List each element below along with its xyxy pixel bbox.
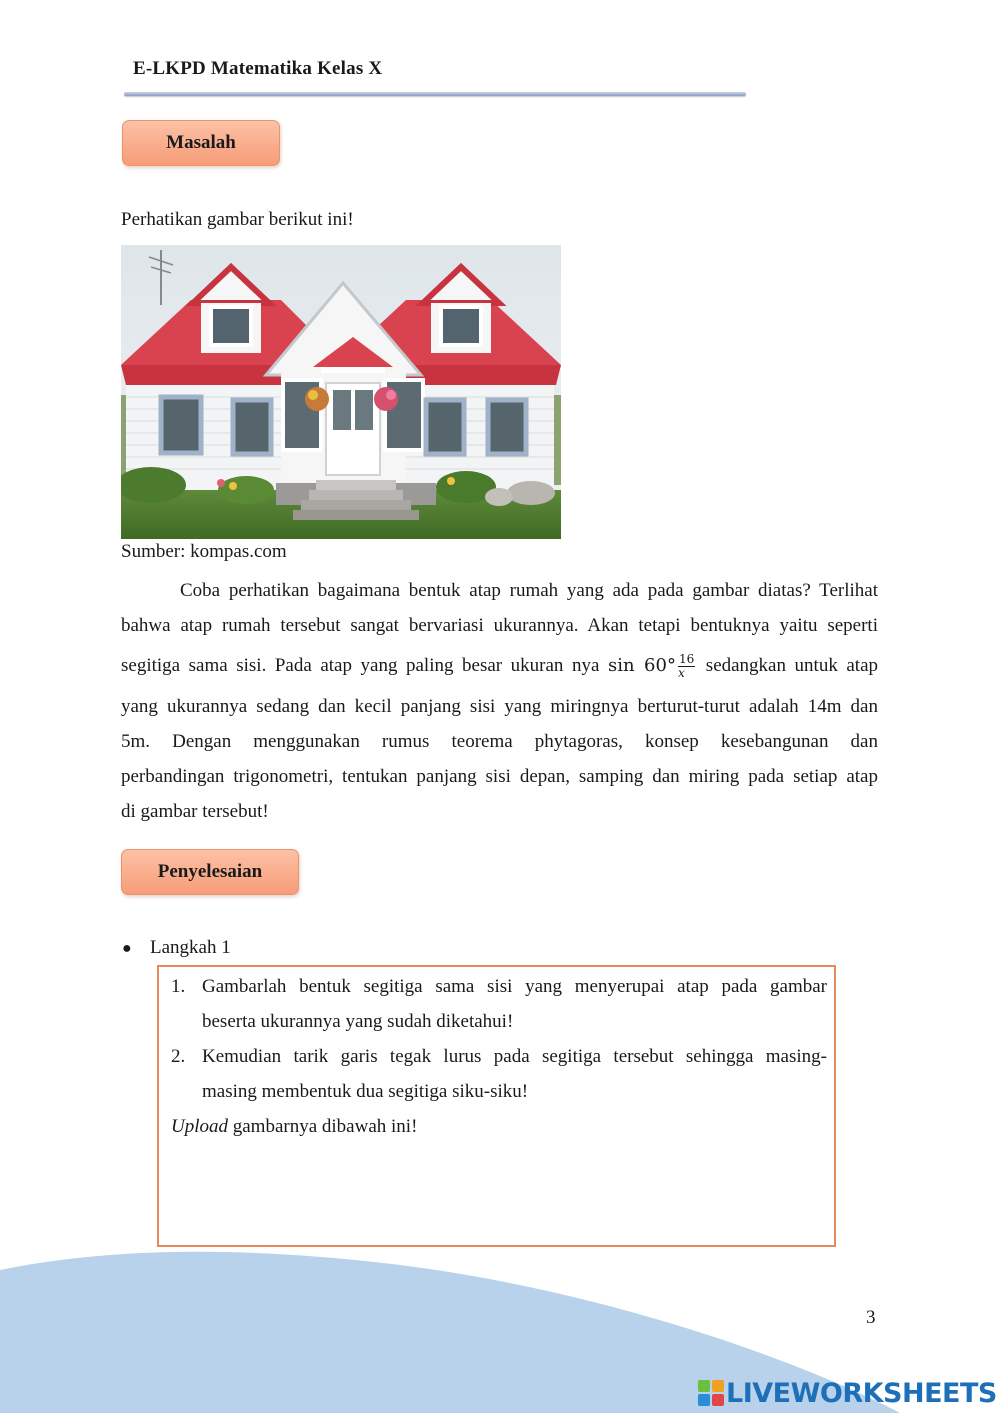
penyelesaian-label: Penyelesaian: [121, 849, 299, 895]
sin-expression: sin 60°: [607, 655, 676, 676]
paragraph-line-tail: sedangkan untuk atap: [705, 655, 879, 676]
paragraph-line: 5m. Dengan menggunakan rumus teorema phytagoras, konsep kesebangunan dan: [121, 731, 878, 752]
header-divider: [124, 92, 746, 96]
paragraph-line: di gambar tersebut!: [121, 801, 269, 822]
liveworksheets-brand[interactable]: [698, 1378, 997, 1408]
brand-text: LIVEWORKSHEETS: [726, 1377, 997, 1409]
page-number: 3: [866, 1307, 876, 1328]
task-list: [171, 969, 827, 1144]
step-bullet: [122, 930, 231, 966]
intro-text: Perhatikan gambar berikut ini!: [121, 209, 354, 230]
fraction: [678, 653, 695, 680]
task-number: 2.: [171, 1046, 186, 1067]
upload-instruction: [171, 1109, 827, 1144]
liveworksheets-logo-icon: [698, 1380, 724, 1406]
house-photo: [121, 245, 561, 539]
task-line: beserta ukurannya yang sudah diketahui!: [202, 1011, 514, 1032]
task-line: Kemudian tarik garis tegak lurus pada segitiga tersebut sehingga masing-: [202, 1046, 827, 1067]
task-item: [171, 969, 827, 1039]
step-bullet-label: Langkah 1: [150, 937, 231, 958]
paragraph-line-text: segitiga sama sisi. Pada atap yang paling besar ukuran nya: [121, 655, 600, 676]
paragraph-line: yang ukurannya sedang dan kecil panjang sisi yang miringnya berturut-turut adalah 14m dan: [121, 696, 878, 717]
task-line: masing membentuk dua segitiga siku-siku!: [202, 1081, 529, 1102]
paragraph-line: Coba perhatikan bagaimana bentuk atap rumah yang ada pada gambar diatas? Terlihat: [180, 580, 878, 601]
masalah-label: Masalah: [122, 120, 280, 166]
task-line: Gambarlah bentuk segitiga sama sisi yang menyerupai atap pada gambar: [202, 976, 827, 997]
document-title: E-LKPD Matematika Kelas X: [133, 58, 383, 79]
paragraph-line: perbandingan trigonometri, tentukan panjang sisi depan, samping dan miring pada setiap atap: [121, 766, 878, 787]
task-item: [171, 1039, 827, 1109]
upload-answer-box[interactable]: [157, 965, 836, 1247]
image-source: Sumber: kompas.com: [121, 541, 287, 562]
upload-rest: gambarnya dibawah ini!: [228, 1116, 418, 1137]
bullet-icon: ●: [122, 940, 132, 957]
problem-paragraph: [121, 573, 878, 829]
paragraph-line: bahwa atap rumah tersebut sangat bervariasi ukurannya. Akan tetapi bentuknya yaitu seperti: [121, 615, 878, 636]
fraction-denominator: x: [677, 666, 685, 681]
fraction-numerator: 16: [678, 652, 695, 667]
upload-emphasis: Upload: [171, 1116, 228, 1137]
paragraph-line-with-formula: [121, 643, 878, 689]
task-number: 1.: [171, 976, 186, 997]
